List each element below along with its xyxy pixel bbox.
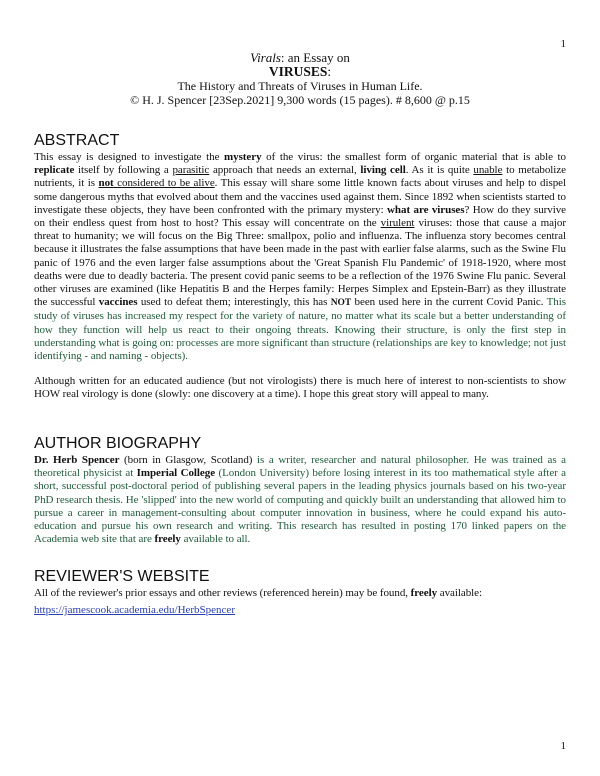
main-title bbox=[0, 65, 600, 79]
bold-term: Imperial College bbox=[136, 467, 216, 480]
website-paragraph bbox=[34, 587, 566, 600]
text-run: been used here in the current Covid Panic. bbox=[351, 296, 547, 309]
green-text-run: This study of viruses has increased my respect for the variety of nature, no matter what its scale but a better understanding of how they function will help us react to their ongoing threats. Knowing their structure, is only the first step in understanding what is going on: processes are more significant than structure (relationships are key to knowledge; not just identifying - and naming - objects). bbox=[34, 296, 566, 363]
green-text-run: is a writer, researcher and natural philosopher. He was trained as a theoretical physicist at bbox=[34, 454, 567, 480]
page-number-top: 1 bbox=[560, 38, 566, 50]
author-name: Dr. Herb Spencer bbox=[34, 454, 120, 466]
text-run: This essay is designed to investigate the bbox=[34, 151, 225, 163]
abstract-paragraph bbox=[34, 151, 566, 363]
underlined-term: considered to be alive bbox=[117, 177, 215, 190]
main-title-text: VIRUSES bbox=[268, 64, 328, 79]
essay-title-line bbox=[0, 51, 600, 65]
text-run: to metabolize nutrients, it is bbox=[34, 164, 566, 190]
bold-term: freely bbox=[154, 533, 181, 546]
subtitle: The History and Threats of Viruses in Human Life. bbox=[177, 79, 423, 93]
bold-term: freely bbox=[410, 587, 438, 599]
bold-term: what are viruses bbox=[387, 203, 465, 216]
green-text-run: available to all. bbox=[180, 533, 251, 546]
bold-term: replicate bbox=[34, 164, 75, 177]
byline: © H. J. Spencer [23Sep.2021] 9,300 words (15 pages). # 8,600 @ p.15 bbox=[130, 93, 470, 107]
website-heading: REVIEWER'S WEBSITE bbox=[34, 568, 210, 585]
bold-term: mystery bbox=[224, 151, 262, 163]
text-run: (born in Glasgow, Scotland) bbox=[119, 454, 258, 466]
text-run: viruses: those that cause a major threat to humanity; we will focus on the Big Three: smallpox, polio and influenza. The influenza story becomes central because it illustrates the false assumptions that have been made in the past with earlier false alarms, such as the Swine Flu panic of 1976 and the even larger false assumptions about the 'Great Spanish Flu Pandemic' of 1918-1920, where most deaths were due to deadly bacteria. The present covid panic seems to be a reflection of the 1976 Swine Flu panic. Several other viruses are examined (like Hepatitis B and the Herpes family: Herpes Simplex and Epstein-Barr) as they illustrate the successful bbox=[34, 217, 566, 309]
bio-heading: AUTHOR BIOGRAPHY bbox=[34, 435, 202, 452]
abstract-heading: ABSTRACT bbox=[34, 132, 120, 149]
underlined-term: unable bbox=[473, 164, 503, 177]
page-number-bottom: 1 bbox=[560, 740, 566, 752]
text-run: ? How do they survive on their endless quest from host to host? This essay will concentrate on the bbox=[34, 203, 566, 230]
text-run: of the virus: the smallest form of organic material that is able to bbox=[261, 151, 566, 163]
text-run: All of the reviewer's prior essays and other reviews (referenced herein) may be found, bbox=[34, 587, 411, 599]
title-italic: Virals bbox=[250, 50, 281, 65]
bold-term: not bbox=[98, 177, 114, 190]
text-run: available: bbox=[437, 587, 483, 599]
green-text-run: (London University) before losing interest in its too mathematical style after a short, successful post-doctoral period of publishing several papers in the leading physics journals based on his two-year PhD research thesis. He 'slipped' into the new world of computing and quickly built an understanding that allowed him to pursue a career in management-consulting about computer innovation in business, where he could expand his auto-education and pursue his own research and writing. This research has resulted in posting 170 linked papers on the Academia web site that are bbox=[34, 467, 567, 546]
bold-term: living cell bbox=[360, 164, 406, 177]
underlined-term: parasitic bbox=[172, 164, 210, 177]
bio-section bbox=[34, 435, 566, 546]
title-rest: : an Essay on bbox=[280, 50, 350, 65]
abstract-section bbox=[34, 132, 566, 402]
text-run: itself by following a bbox=[74, 164, 173, 177]
title-block bbox=[0, 51, 600, 107]
text-run: . This essay will share some little known facts about viruses and help to dispel some dangerous myths that evolved about them and the vaccines used against them. Since 1892 when scientists started to investigate these objects, they have been confronted with the primary mystery: bbox=[34, 177, 566, 216]
main-title-colon: : bbox=[327, 64, 332, 79]
text-run: used to defeat them; interestingly, this has bbox=[137, 296, 331, 309]
text-run: approach that needs an external, bbox=[209, 164, 361, 177]
underlined-term: virulent bbox=[380, 217, 415, 230]
text-run: . As it is quite bbox=[405, 164, 474, 177]
abstract-paragraph-2: Although written for an educated audience (but not virologists) there is much here of interest to non-scientists to show HOW real virology is done (slowly: one discovery at a time). I hope this great story will appeal to many. bbox=[34, 375, 566, 401]
bio-paragraph bbox=[34, 454, 566, 546]
website-link[interactable]: https://jamescook.academia.edu/HerbSpencer bbox=[34, 604, 235, 617]
website-section bbox=[34, 568, 566, 618]
bold-term: vaccines bbox=[98, 296, 138, 309]
bold-term: NOT bbox=[330, 298, 352, 309]
